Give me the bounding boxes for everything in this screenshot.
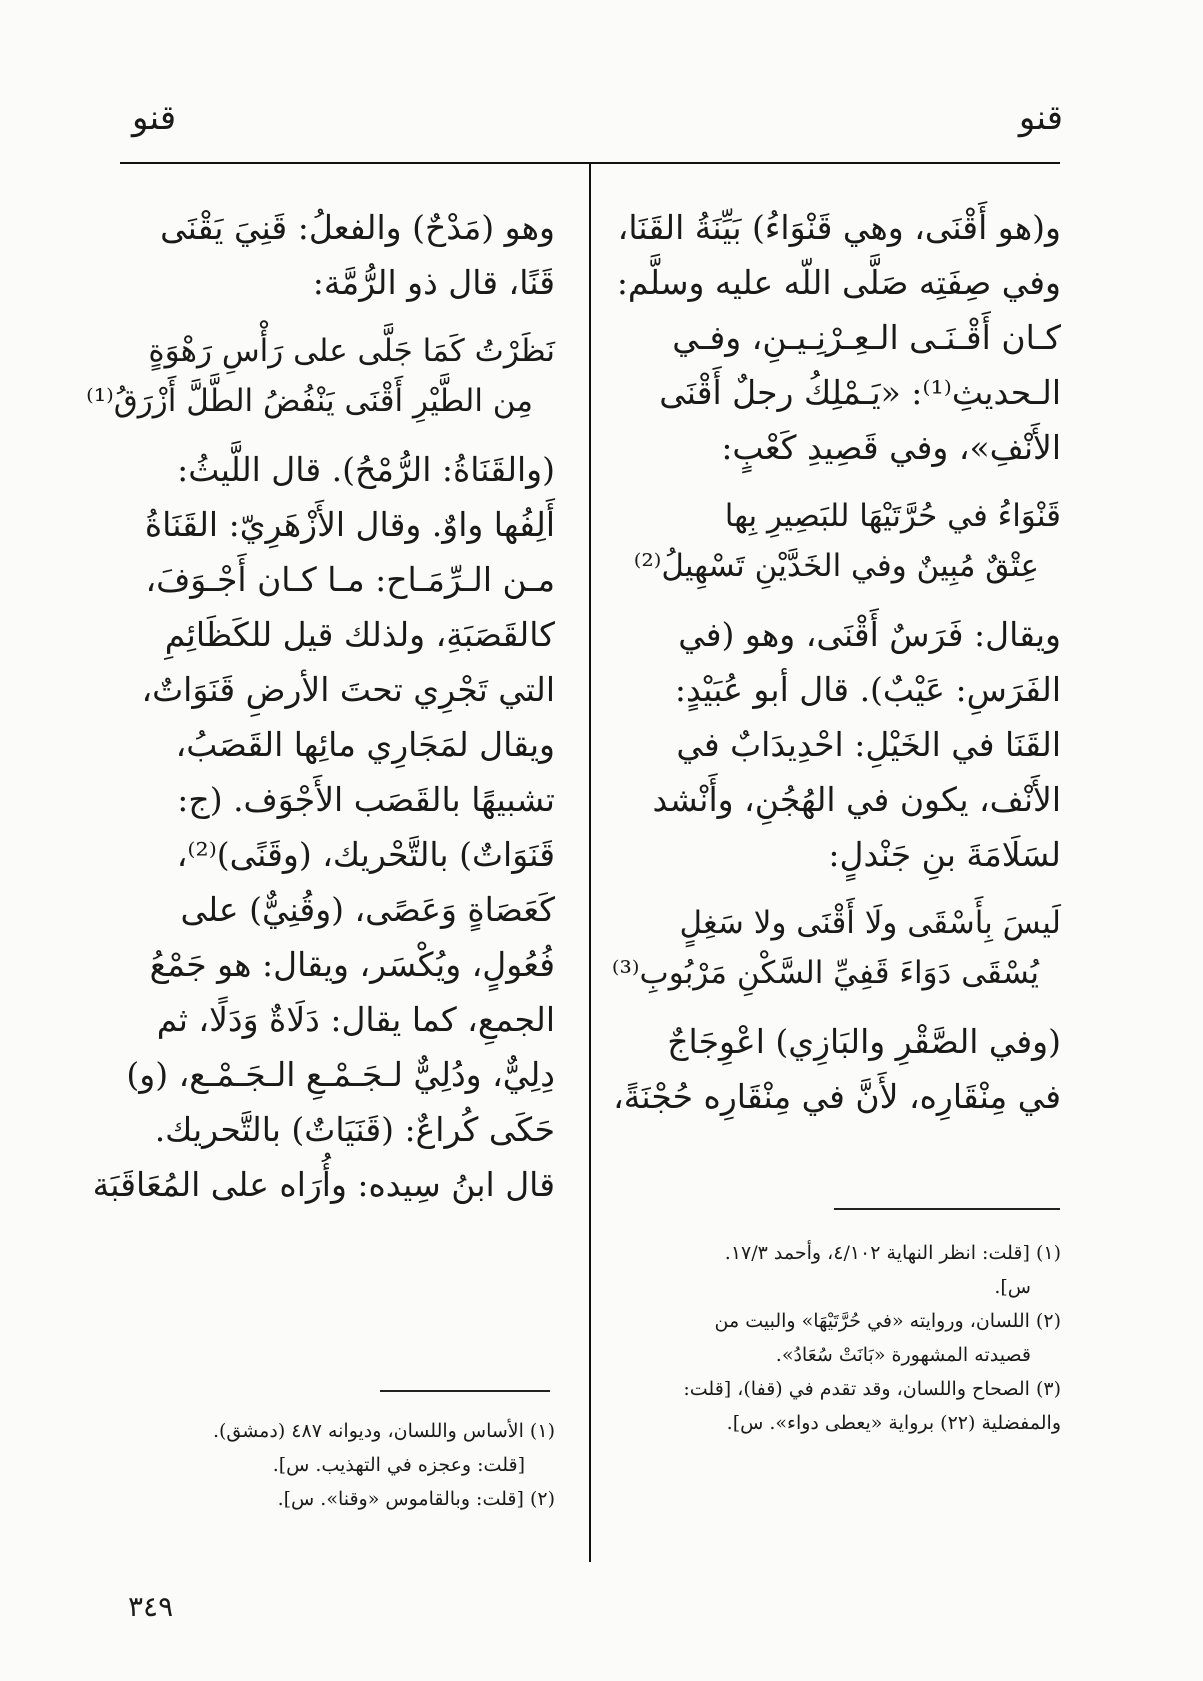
column-divider: [589, 162, 591, 1562]
footnote-line: (١) الأساس واللسان، وديوانه ٤٨٧ (دمشق).: [212, 1420, 555, 1442]
left-column: [86, 200, 555, 1212]
text-line: قَنًا، قال ذو الرُّمَّة:: [312, 263, 555, 302]
footnote-rule: [834, 1208, 1060, 1210]
footnote-rule: [380, 1390, 550, 1392]
text-line: فُعُولٍ، ويُكْسَر، ويقال: هو جَمْعُ: [149, 945, 555, 984]
verse-line: يُسْقَى دَوَاءَ قَفِيِّ السَّكْنِ مَرْبُوبِ⁽³⁾: [611, 955, 1039, 991]
verse-line: مِن الطَّيْرِ أَقْنَى يَنْفُضُ الطَّلَّ أَزْرَقُ⁽¹⁾: [86, 383, 533, 419]
text-line: أَلِفُها واوٌ. وقال الأَزْهَرِيّ: القَنَاةُ: [144, 505, 555, 544]
verse-line: عِتْقٌ مُبِينٌ وفي الخَدَّيْنِ تَسْهِيلُ⁽²⁾: [633, 548, 1039, 584]
text-line: الأَنْف، يكون في الهُجُنِ، وأَنْشد: [652, 780, 1061, 819]
footnote-line: والمفضلية (٢٢) برواية «يعطى دواء». س].: [726, 1412, 1061, 1434]
text-line: الأَنْفِ»، وفي قَصِيدِ كَعْبٍ:: [721, 428, 1061, 467]
verse-line: لَيسَ بِأَسْقَى ولَا أَقْنَى ولا سَغِلٍ: [679, 905, 1061, 941]
text-line: لسَلَامَةَ بنِ جَنْدلٍ:: [828, 835, 1061, 874]
text-line: كَعَصَاةٍ وَعَصًى، (وقُنِيٌّ) على: [180, 890, 555, 929]
footnote-line: (٢) اللسان، وروايته «في حُرَّتَيْهَا» والبيت من: [714, 1310, 1061, 1332]
footnote-line: س].: [994, 1276, 1031, 1298]
text-line: ويقال لمَجَارِي مائِها القَصَبُ،: [175, 725, 555, 764]
text-line: (والقَنَاةُ: الرُّمْحُ). قال اللَّيثُ:: [177, 450, 555, 489]
text-line: القَنَا في الخَيْلِ: احْدِيدَابٌ في: [676, 725, 1061, 764]
text-line: التي تَجْرِي تحتَ الأرضِ قَنَوَاتٌ،: [141, 670, 555, 709]
verse-line: قَنْوَاءُ في حُرَّتَيْهَا للبَصِيرِ بِها: [724, 498, 1061, 534]
text-line: الـحديثِ⁽¹⁾: «يَـمْلِكُ رجلٌ أَقْنَى: [659, 373, 1061, 412]
text-line: (وفي الصَّقْرِ والبَازِي) اعْوِجَاجٌ: [667, 1022, 1061, 1061]
footnote-line: (١) [قلت: انظر النهاية ٤/١٠٢، وأحمد ١٧/٣.: [724, 1242, 1061, 1264]
footnote-line: (٣) الصحاح واللسان، وقد تقدم في (قفا)، [قلت:: [683, 1378, 1061, 1400]
footnote-line: قصيدته المشهورة «بَانَتْ سُعَادُ».: [775, 1344, 1031, 1366]
text-line: حَكَى كُراعٌ: (قَنَيَاتٌ) بالتَّحريك.: [154, 1110, 555, 1149]
text-line: تشبيهًا بالقَصَب الأَجْوَف. (ج:: [177, 780, 555, 819]
footnote-line: (٢) [قلت: وبالقاموس «وقنا». س].: [277, 1488, 555, 1510]
text-line: قال ابنُ سِيده: وأُرَاه على المُعَاقَبَة: [92, 1165, 555, 1204]
text-line: كالقَصَبَةِ، ولذلك قيل للكَظَائِمِ: [164, 615, 555, 654]
text-line: قَنَوَاتٌ) بالتَّحْريك، (وقَنًى)⁽²⁾،: [176, 835, 555, 874]
text-line: و(هو أَقْنَى، وهي قَنْوَاءُ) بَيِّنَةُ القَنَا،: [617, 208, 1061, 247]
text-line: وفي صِفَتِه صَلَّى اللّه عليه وسلَّم:: [616, 263, 1061, 302]
right-footnotes: [641, 1236, 1061, 1440]
footnote-line: [قلت: وعجزه في التهذيب. س].: [272, 1454, 525, 1476]
running-head-left: قنو: [132, 98, 177, 138]
text-line: دِلِيٌّ، ودُلِيٌّ لـجَـمْـعِ الـجَـمْـع، (و): [126, 1055, 555, 1094]
text-line: ويقال: فَرَسٌ أَقْنَى، وهو (في: [678, 615, 1061, 654]
right-column: [611, 200, 1061, 1124]
text-line: مـن الـرِّمَـاح: مـا كـان أَجْـوَفَ،: [145, 560, 555, 599]
text-line: الجمعِ، كما يقال: دَلَاةٌ وَدَلًا، ثم: [156, 1000, 555, 1039]
text-line: في مِنْقَارِه، لأَنَّ في مِنْقَارِه حُجْنَةً،: [613, 1077, 1061, 1116]
running-head-right: قنو: [1018, 98, 1063, 138]
text-line: الفَرَسِ: عَيْبٌ). قال أبو عُبَيْدٍ:: [674, 670, 1061, 709]
text-line: كـان أَقْـنَـى الـعِـرْنِـيـنِ، وفـي: [672, 318, 1061, 357]
text-line: وهو (مَدْحٌ) والفعلُ: قَنِيَ يَقْنَى: [160, 208, 555, 247]
page-number: ٣٤٩: [128, 1590, 174, 1623]
verse-line: نَظَرْتُ كَمَا جَلَّى على رَأْسِ رَهْوَةٍ: [148, 333, 555, 369]
left-footnotes: [137, 1414, 555, 1516]
